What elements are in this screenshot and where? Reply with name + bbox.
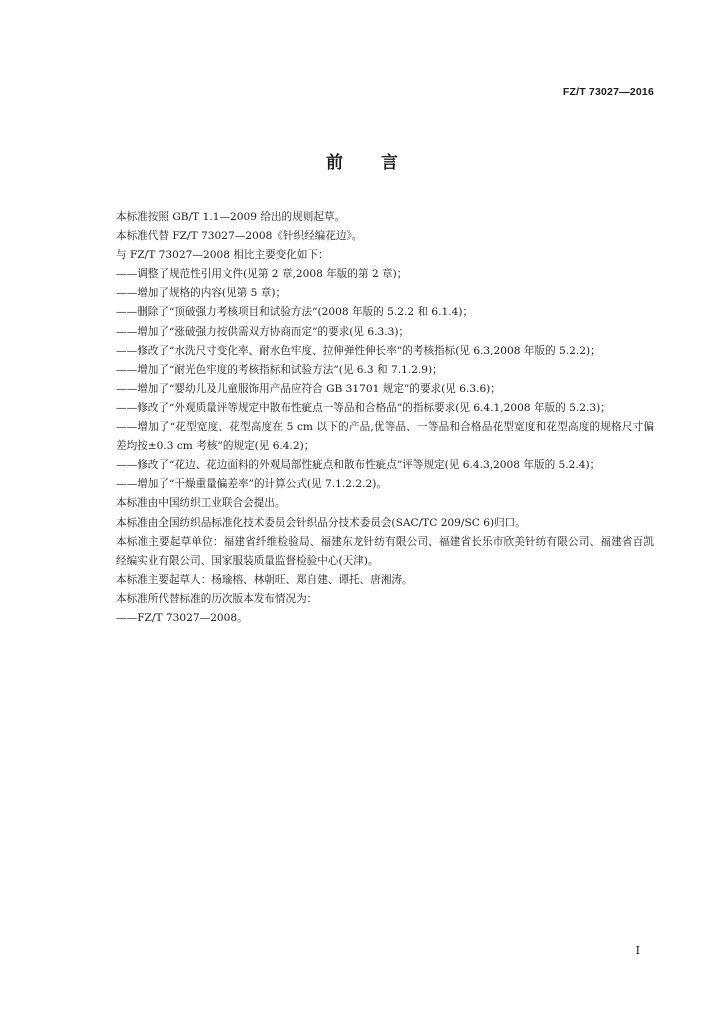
foreword-body	[116, 208, 654, 628]
paragraph-drafting-rule: 本标准按照 GB/T 1.1—2009 给出的规则起草。	[116, 211, 346, 223]
paragraph-drafting-units: 本标准主要起草单位：福建省纤维检验局、福建东龙针纺有限公司、福建省长乐市欣美针纺有限公司、福建省百凯经编实业有限公司、国家服装质量监督检验中心(天津)。	[116, 535, 654, 567]
paragraph-proposer: 本标准由中国纺织工业联合会提出。	[116, 497, 286, 510]
change-item: ——增加了规格的内容(见第 5 章)；	[116, 287, 287, 300]
change-item: ——调整了规范性引用文件(见第 2 章,2008 年版的第 2 章)；	[116, 268, 408, 281]
change-item: ——增加了“花型宽度、花型高度在 5 cm 以下的产品,优等品、一等品和合格品花型宽度和花型高度的规格尺寸偏差均按±0.3 cm 考核”的规定(见 6.4.2)；	[116, 421, 654, 453]
change-item: ——增加了“耐光色牢度的考核指标和试验方法”(见 6.3 和 7.1.2.9)；	[116, 363, 443, 376]
change-item: ——修改了“水洗尺寸变化率、耐水色牢度、拉伸弹性伸长率”的考核指标(见 6.3,2008 年版的 5.2.2)；	[116, 344, 601, 357]
change-item: ——增加了“涨破强力按供需双方协商而定”的要求(见 6.3.3)；	[116, 325, 410, 338]
standard-code: FZ/T 73027—2016	[562, 86, 654, 98]
paragraph-drafters: 本标准主要起草人：杨瑜榕、林朝旺、郑自建、谭托、唐湘涛。	[116, 573, 413, 586]
paragraph-replaces: 本标准代替 FZ/T 73027—2008《针织经编花边》。	[116, 230, 363, 243]
change-item: ——增加了“婴幼儿及儿童服饰用产品应符合 GB 31701 规定”的要求(见 6.3.6)；	[116, 382, 501, 395]
paragraph-history-intro: 本标准所代替标准的历次版本发布情况为：	[116, 592, 318, 605]
page-title: 前言	[326, 153, 436, 173]
paragraph-changes-intro: 与 FZ/T 73027—2008 相比主要变化如下：	[116, 249, 329, 262]
paragraph-committee: 本标准由全国纺织品标准化技术委员会针织品分技术委员会(SAC/TC 209/SC 6)归口。	[116, 516, 526, 529]
page-number: I	[635, 944, 640, 957]
change-item: ——增加了“干燥重量偏差率”的计算公式(见 7.1.2.2.2)。	[116, 478, 387, 491]
change-item: ——删除了“顶破强力考核项目和试验方法”(2008 年版的 5.2.2 和 6.1.4)；	[116, 306, 474, 319]
change-item: ——修改了“花边、花边面料的外观局部性疵点和散布性疵点”评等规定(见 6.4.3,2008 年版的 5.2.4)；	[116, 459, 601, 472]
change-item: ——修改了“外观质量评等规定中散布性疵点一等品和合格品”的指标要求(见 6.4.1,2008 年版的 5.2.3)；	[116, 401, 611, 414]
history-item: ——FZ/T 73027—2008。	[116, 611, 248, 624]
